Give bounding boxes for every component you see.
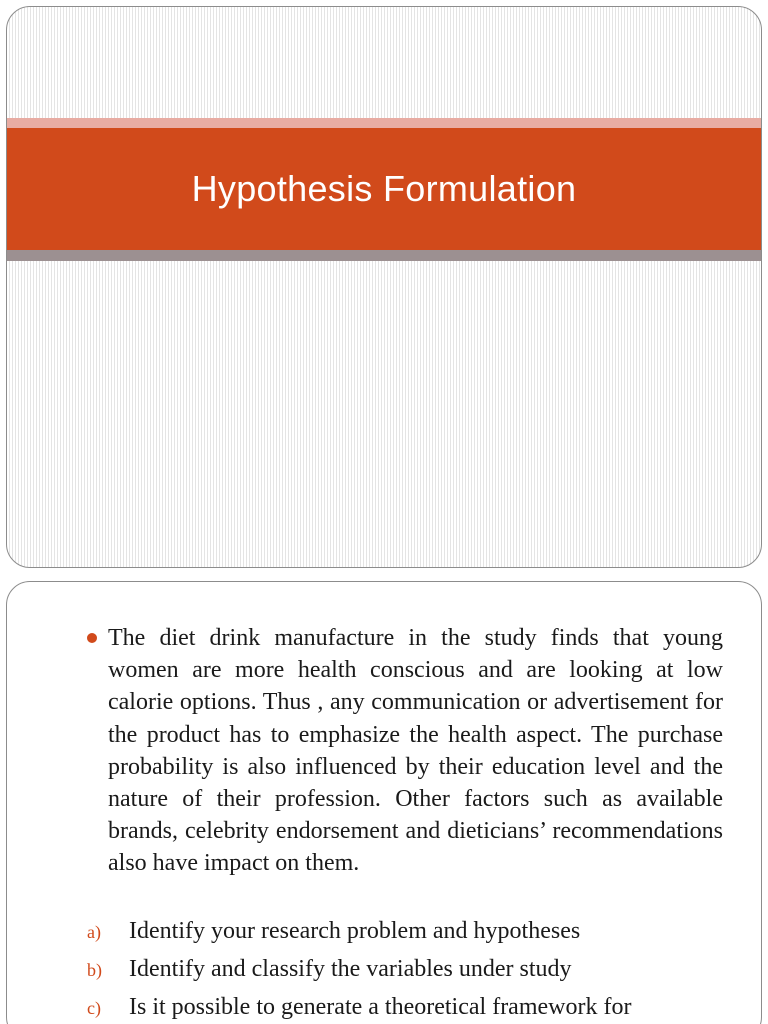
bullet-dot-icon bbox=[87, 633, 97, 643]
question-item-a bbox=[87, 918, 723, 956]
question-item-c bbox=[87, 994, 723, 1024]
question-item-b bbox=[87, 956, 723, 994]
question-marker: c) bbox=[87, 998, 101, 1018]
question-list bbox=[87, 918, 723, 1024]
question-marker: a) bbox=[87, 922, 101, 942]
slide-title: Hypothesis Formulation bbox=[191, 168, 577, 209]
question-text: Identify your research problem and hypotheses bbox=[129, 918, 581, 944]
question-text: Is it possible to generate a theoretical framework for bbox=[129, 994, 632, 1020]
title-band-bottom-stripe bbox=[7, 250, 761, 261]
title-band bbox=[7, 128, 761, 250]
question-marker: b) bbox=[87, 960, 102, 980]
title-band-top-stripe bbox=[7, 118, 761, 128]
title-slide bbox=[6, 6, 762, 568]
bullet-item bbox=[87, 622, 723, 880]
content-slide bbox=[6, 581, 762, 1024]
bullet-text: The diet drink manufacture in the study finds that young women are more health conscious and are looking at low calorie options. Thus , any communication or advertisement for the product has to emphasize the health aspect. The purchase probability is also influenced by their education level and the nature of their profession. Other factors such as available brands, celebrity endorsement and dieticians’ recommendations also have impact on them. bbox=[108, 625, 723, 877]
question-text: Identify and classify the variables under study bbox=[129, 956, 572, 982]
